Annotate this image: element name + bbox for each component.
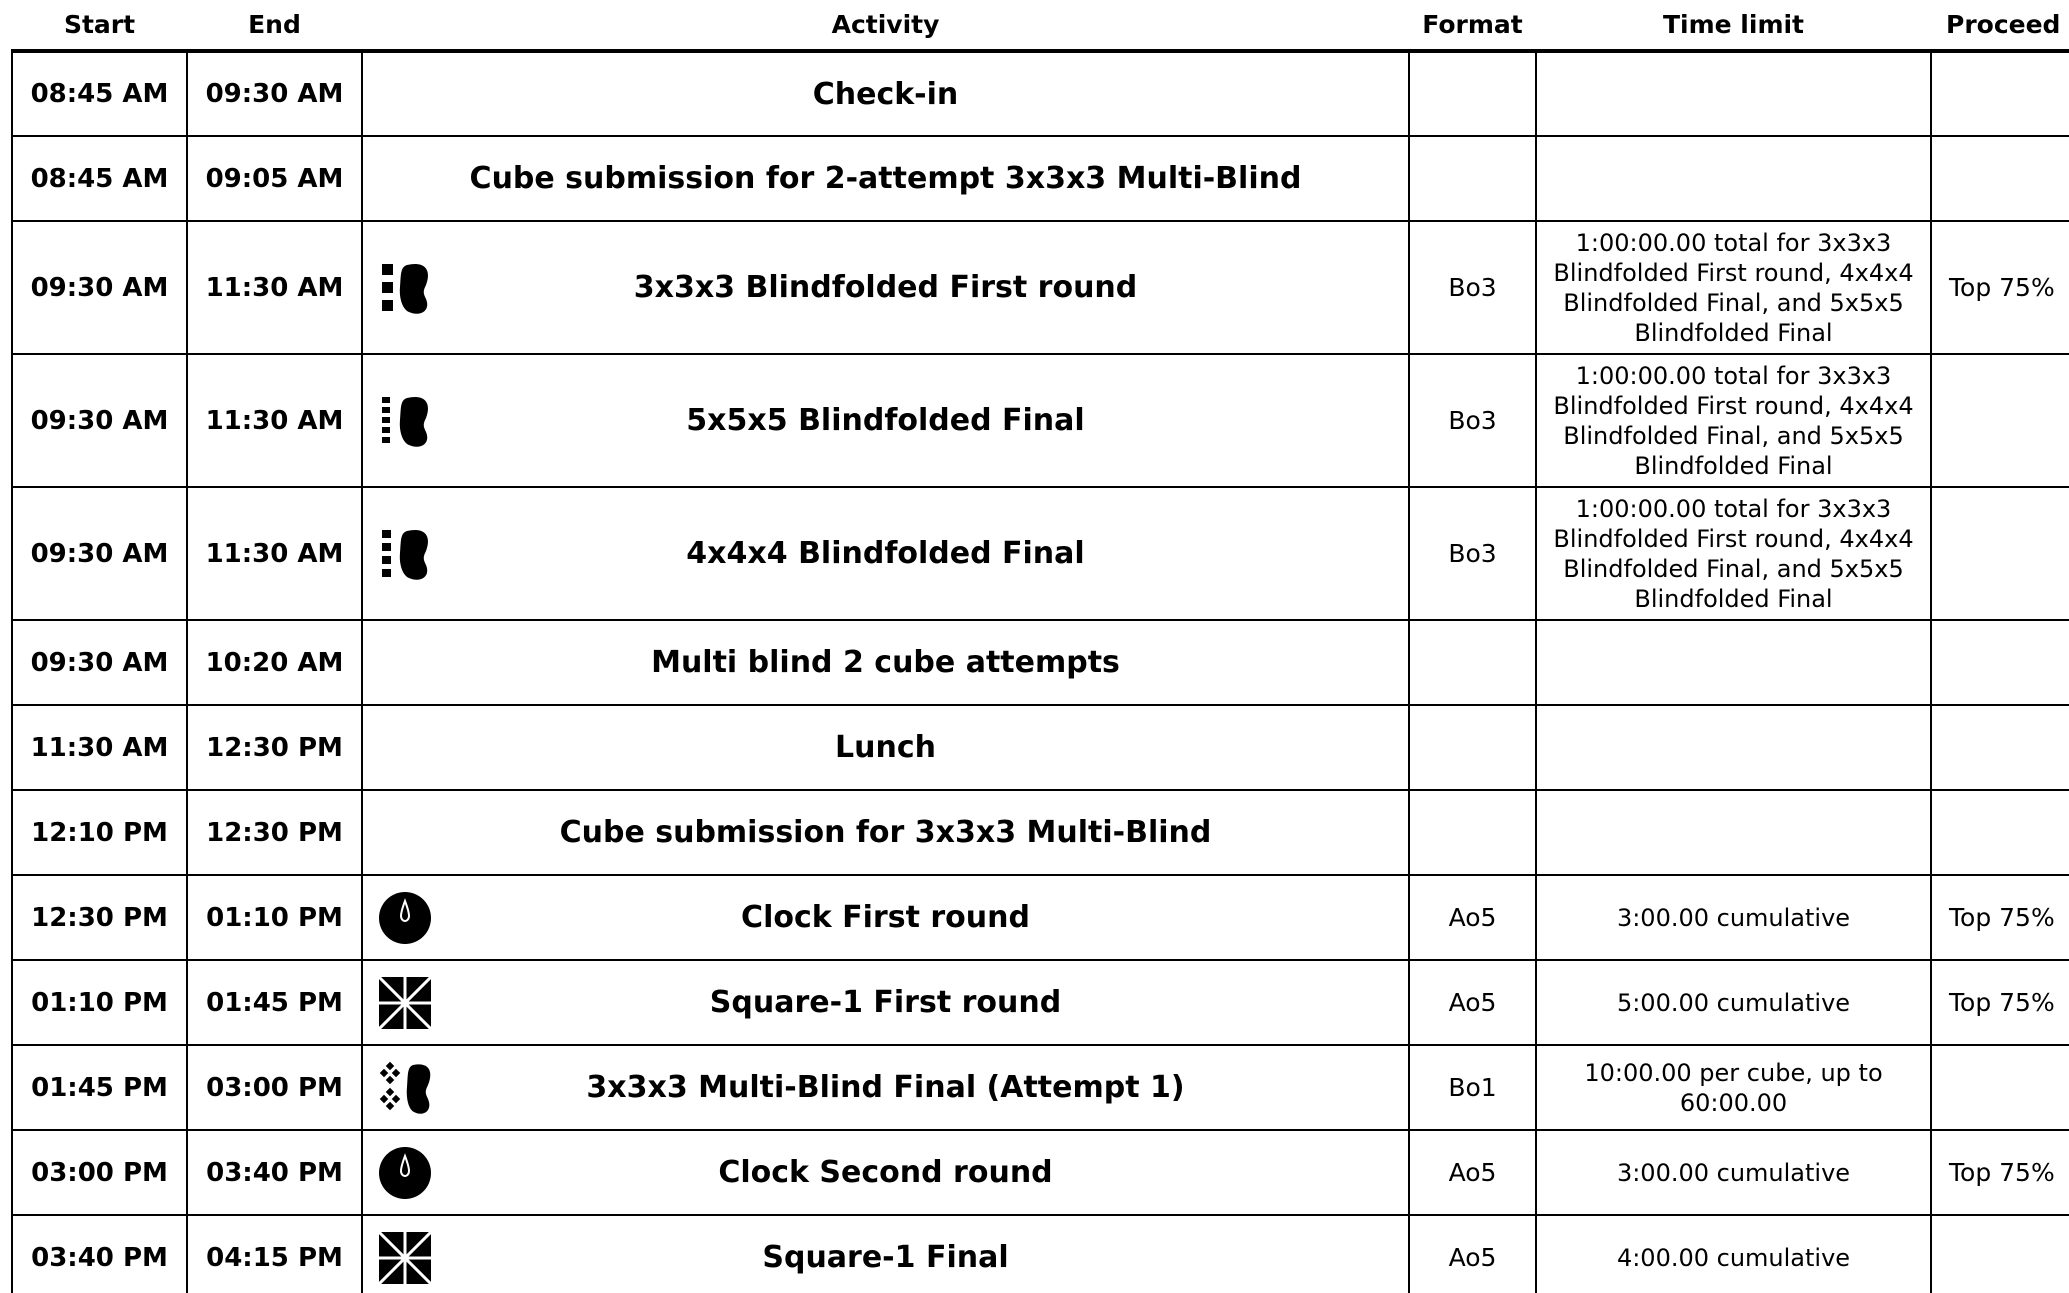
activity-name: Clock Second round (718, 1155, 1053, 1190)
format-cell (1409, 790, 1536, 875)
format-cell: Bo3 (1409, 221, 1536, 354)
time-limit-cell: 4:00.00 cumulative (1536, 1215, 1931, 1293)
start-time-cell: 03:00 PM (12, 1130, 187, 1215)
start-time-cell: 03:40 PM (12, 1215, 187, 1293)
activity-cell (362, 620, 1409, 705)
table-row (12, 136, 2069, 221)
time-limit-cell (1536, 705, 1931, 790)
activity-cell (362, 1045, 1409, 1130)
end-time-cell: 12:30 PM (187, 790, 362, 875)
activity-name: Check-in (812, 76, 959, 112)
activity-name: Cube submission for 3x3x3 Multi-Blind (559, 815, 1212, 850)
header-activity: Activity (362, 0, 1409, 51)
end-time-cell: 01:10 PM (187, 875, 362, 960)
end-time-cell: 11:30 AM (187, 221, 362, 354)
proceed-cell (1931, 354, 2069, 487)
format-cell: Bo3 (1409, 487, 1536, 620)
header-row (12, 0, 2069, 51)
table-row (12, 221, 2069, 354)
end-time-cell: 11:30 AM (187, 354, 362, 487)
proceed-cell: Top 75% (1931, 221, 2069, 354)
proceed-cell: Top 75% (1931, 960, 2069, 1045)
end-time-cell: 04:15 PM (187, 1215, 362, 1293)
proceed-cell (1931, 136, 2069, 221)
proceed-cell (1931, 620, 2069, 705)
time-limit-cell (1536, 51, 1931, 136)
end-time-cell: 03:00 PM (187, 1045, 362, 1130)
proceed-cell (1931, 1215, 2069, 1293)
proceed-cell: Top 75% (1931, 1130, 2069, 1215)
format-cell: Bo3 (1409, 354, 1536, 487)
3x3-blindfolded-icon (378, 261, 432, 315)
format-cell: Ao5 (1409, 1130, 1536, 1215)
start-time-cell: 08:45 AM (12, 136, 187, 221)
end-time-cell: 03:40 PM (187, 1130, 362, 1215)
activity-cell (362, 51, 1409, 136)
clock-icon (378, 1146, 432, 1200)
end-time-cell: 09:05 AM (187, 136, 362, 221)
table-row (12, 875, 2069, 960)
time-limit-cell (1536, 790, 1931, 875)
start-time-cell: 12:30 PM (12, 875, 187, 960)
square-1-icon (378, 1231, 432, 1285)
multi-blind-icon (378, 1061, 432, 1115)
activity-name: Lunch (835, 730, 936, 765)
end-time-cell: 09:30 AM (187, 51, 362, 136)
table-row (12, 790, 2069, 875)
table-row (12, 705, 2069, 790)
start-time-cell: 01:10 PM (12, 960, 187, 1045)
format-cell (1409, 620, 1536, 705)
time-limit-cell: 3:00.00 cumulative (1536, 875, 1931, 960)
activity-name: Clock First round (741, 900, 1030, 935)
square-1-icon (378, 976, 432, 1030)
end-time-cell: 01:45 PM (187, 960, 362, 1045)
time-limit-cell: 3:00.00 cumulative (1536, 1130, 1931, 1215)
activity-cell (362, 136, 1409, 221)
header-proceed: Proceed (1931, 0, 2069, 51)
start-time-cell: 09:30 AM (12, 620, 187, 705)
end-time-cell: 10:20 AM (187, 620, 362, 705)
header-format: Format (1409, 0, 1536, 51)
table-body (12, 51, 2069, 1293)
start-time-cell: 11:30 AM (12, 705, 187, 790)
activity-name: 3x3x3 Blindfolded First round (633, 270, 1138, 305)
table-row (12, 51, 2069, 136)
activity-name: 4x4x4 Blindfolded Final (686, 536, 1085, 571)
4x4-blindfolded-icon (378, 527, 432, 581)
table-row (12, 1045, 2069, 1130)
schedule-table (11, 0, 2069, 1293)
time-limit-cell (1536, 620, 1931, 705)
time-limit-cell: 5:00.00 cumulative (1536, 960, 1931, 1045)
activity-cell (362, 487, 1409, 620)
table-header (12, 0, 2069, 51)
activity-name: 5x5x5 Blindfolded Final (686, 403, 1085, 438)
activity-cell (362, 960, 1409, 1045)
proceed-cell (1931, 705, 2069, 790)
time-limit-cell (1536, 136, 1931, 221)
activity-cell (362, 221, 1409, 354)
header-time-limit: Time limit (1536, 0, 1931, 51)
format-cell (1409, 136, 1536, 221)
header-start: Start (12, 0, 187, 51)
activity-name: Square-1 Final (762, 1240, 1009, 1275)
table-row (12, 620, 2069, 705)
time-limit-cell: 10:00.00 per cube, up to 60:00.00 (1536, 1045, 1931, 1130)
activity-name: Square-1 First round (709, 985, 1062, 1020)
format-cell (1409, 51, 1536, 136)
start-time-cell: 09:30 AM (12, 221, 187, 354)
format-cell (1409, 705, 1536, 790)
table-row (12, 1215, 2069, 1293)
start-time-cell: 08:45 AM (12, 51, 187, 136)
start-time-cell: 09:30 AM (12, 487, 187, 620)
5x5-blindfolded-icon (378, 394, 432, 448)
activity-cell (362, 790, 1409, 875)
start-time-cell: 09:30 AM (12, 354, 187, 487)
format-cell: Ao5 (1409, 875, 1536, 960)
table-row (12, 354, 2069, 487)
time-limit-cell: 1:00:00.00 total for 3x3x3 Blindfolded First round, 4x4x4 Blindfolded Final, and 5x5x5 Blindfolded Final (1536, 487, 1931, 620)
start-time-cell: 12:10 PM (12, 790, 187, 875)
activity-cell (362, 1130, 1409, 1215)
clock-icon (378, 891, 432, 945)
table-row (12, 1130, 2069, 1215)
table-row (12, 960, 2069, 1045)
header-end: End (187, 0, 362, 51)
activity-cell (362, 875, 1409, 960)
proceed-cell (1931, 487, 2069, 620)
format-cell: Ao5 (1409, 960, 1536, 1045)
activity-name: Cube submission for 2-attempt 3x3x3 Multi-Blind (469, 161, 1302, 196)
format-cell: Ao5 (1409, 1215, 1536, 1293)
activity-cell (362, 705, 1409, 790)
start-time-cell: 01:45 PM (12, 1045, 187, 1130)
format-cell: Bo1 (1409, 1045, 1536, 1130)
activity-cell (362, 1215, 1409, 1293)
proceed-cell (1931, 1045, 2069, 1130)
time-limit-cell: 1:00:00.00 total for 3x3x3 Blindfolded First round, 4x4x4 Blindfolded Final, and 5x5x5 Blindfolded Final (1536, 221, 1931, 354)
proceed-cell: Top 75% (1931, 875, 2069, 960)
table-row (12, 487, 2069, 620)
activity-name: 3x3x3 Multi-Blind Final (Attempt 1) (586, 1070, 1185, 1105)
proceed-cell (1931, 790, 2069, 875)
end-time-cell: 11:30 AM (187, 487, 362, 620)
activity-name: Multi blind 2 cube attempts (651, 645, 1120, 680)
activity-cell (362, 354, 1409, 487)
proceed-cell (1931, 51, 2069, 136)
end-time-cell: 12:30 PM (187, 705, 362, 790)
time-limit-cell: 1:00:00.00 total for 3x3x3 Blindfolded First round, 4x4x4 Blindfolded Final, and 5x5x5 Blindfolded Final (1536, 354, 1931, 487)
